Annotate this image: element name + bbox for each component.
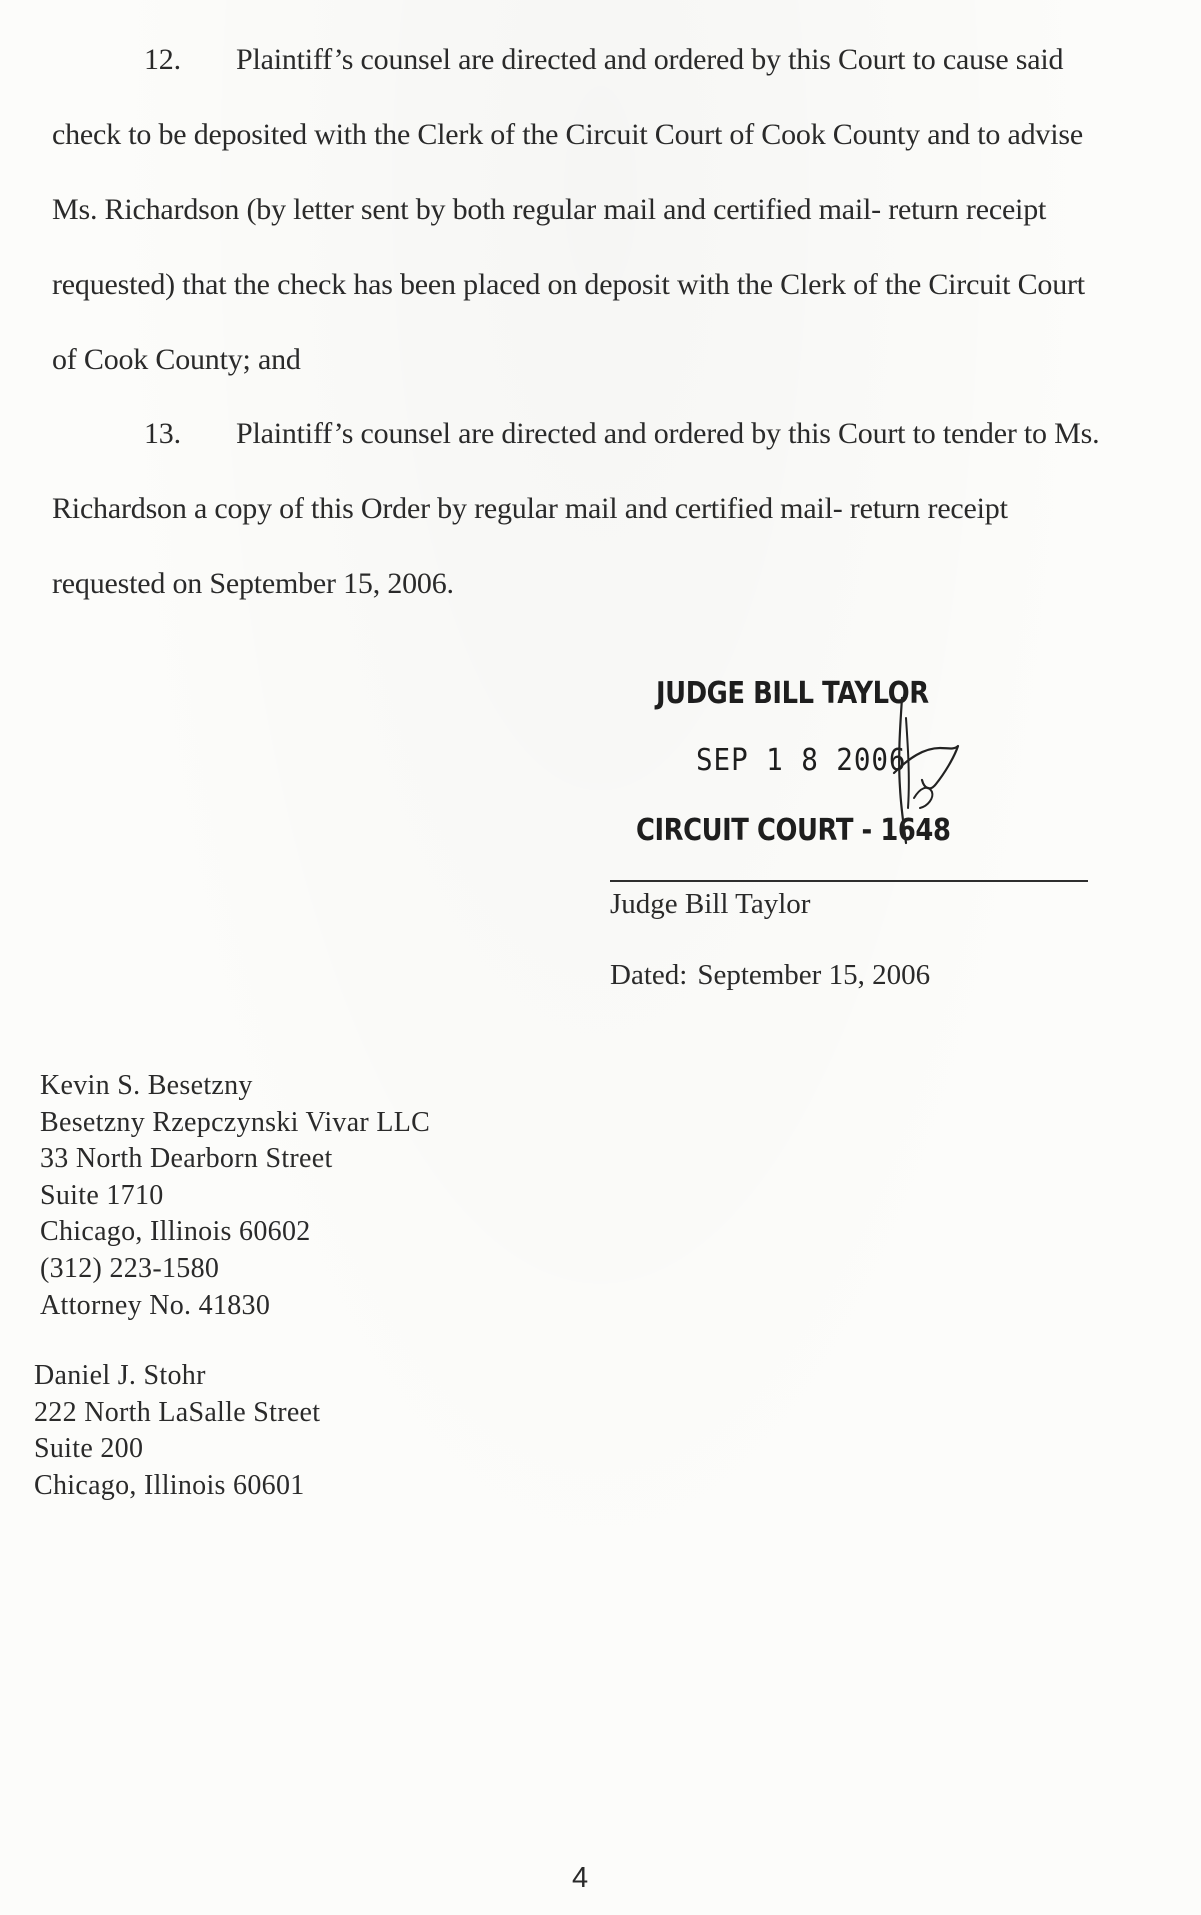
- address-line: 33 North Dearborn Street: [40, 1143, 333, 1175]
- dated-value: September 15, 2006: [697, 959, 931, 991]
- paragraph-line: check to be deposited with the Clerk of the Circuit Court of Cook County and to advise: [52, 118, 1083, 151]
- paragraph-line: requested) that the check has been placed on deposit with the Clerk of the Circuit Court: [52, 268, 1085, 301]
- address-line: 222 North LaSalle Street: [34, 1396, 321, 1428]
- paragraph-number: 12.: [144, 43, 181, 76]
- paragraph-number: 13.: [144, 417, 181, 450]
- address-line: Attorney No. 41830: [40, 1289, 271, 1321]
- address-line: Besetzny Rzepczynski Vivar LLC: [40, 1106, 431, 1138]
- stamp-court: CIRCUIT COURT - 1648: [636, 813, 951, 848]
- paragraph-12: [52, 22, 1172, 397]
- paragraph-line: requested on September 15, 2006.: [52, 567, 454, 600]
- paragraph-first-line: [52, 22, 1172, 97]
- paragraph-text: Plaintiff’s counsel are directed and ordered by this Court to tender to Ms.: [236, 417, 1100, 450]
- paragraph-first-line: [52, 396, 1172, 471]
- address-line: Daniel J. Stohr: [34, 1360, 206, 1391]
- paragraph-line: of Cook County; and: [52, 343, 301, 376]
- address-line: Suite 200: [34, 1433, 144, 1465]
- attorney-address-block: [40, 1068, 430, 1324]
- dated-line: [610, 957, 930, 993]
- attorney-address-block: [34, 1358, 320, 1504]
- address-line: Chicago, Illinois 60601: [34, 1469, 305, 1501]
- address-line: (312) 223-1580: [40, 1252, 220, 1284]
- address-line: Chicago, Illinois 60602: [40, 1216, 311, 1248]
- paragraph-line: Ms. Richardson (by letter sent by both regular mail and certified mail- return receipt: [52, 193, 1047, 226]
- paragraph-13: [52, 396, 1172, 621]
- dated-label: Dated:: [610, 959, 688, 991]
- stamp-date: SEP 1 8 2006: [696, 743, 907, 778]
- signature-line: [610, 880, 1088, 882]
- stamp-judge-name: JUDGE BILL TAYLOR: [656, 676, 929, 711]
- paragraph-line: Richardson a copy of this Order by regular mail and certified mail- return receipt: [52, 492, 1008, 525]
- handwritten-signature: [884, 688, 964, 848]
- address-line: Suite 1710: [40, 1179, 164, 1211]
- page-number: 4: [572, 1862, 589, 1894]
- paragraph-text: Plaintiff’s counsel are directed and ordered by this Court to cause said: [236, 43, 1064, 76]
- judge-name: Judge Bill Taylor: [610, 888, 811, 920]
- address-line: Kevin S. Besetzny: [40, 1070, 253, 1101]
